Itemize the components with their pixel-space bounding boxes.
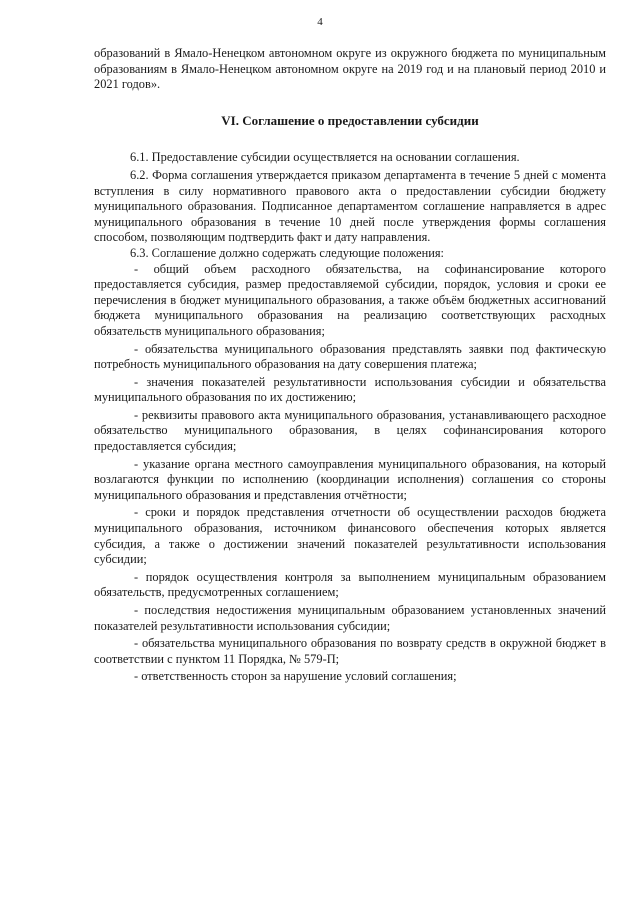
- list-item: - сроки и порядок представления отчетности об осуществлении расходов бюджета муниципального образования, источником финансового обеспечения которых является субсидия, а также о достижении значений показателей результативности использования субсидии;: [94, 505, 606, 567]
- paragraph-6-2: 6.2. Форма соглашения утверждается приказом департамента в течение 5 дней с момента вступления в силу нормативного правового акта о предоставлении субсидии бюджету муниципального образования. Подписанное департаментом соглашение направляется в адрес муниципального образования в течение 10 дней после утверждения формы соглашения способом, позволяющим подтвердить факт и дату направления.: [94, 167, 606, 245]
- list-item: - значения показателей результативности использования субсидии и обязательства муниципального образования по их достижению;: [94, 374, 606, 405]
- section-title: VI. Соглашение о предоставлении субсидии: [221, 112, 479, 128]
- list-item: - указание органа местного самоуправления муниципального образования, на который возлагаются функции по исполнению (координации исполнения) соглашения со стороны муниципального образования и представления отчётности;: [94, 456, 606, 502]
- paragraph-6-3: 6.3. Соглашение должно содержать следующие положения:: [130, 245, 444, 260]
- paragraph-6-1: 6.1. Предоставление субсидии осуществляется на основании соглашения.: [130, 150, 520, 165]
- page-number: 4: [317, 16, 323, 28]
- intro-paragraph: образований в Ямало-Ненецком автономном округе из окружного бюджета по муниципальным образованиям в Ямало-Ненецком автономном округе на 2019 год и на плановый период 2010 и 2021 годов».: [94, 46, 606, 92]
- list-item: - общий объем расходного обязательства, на софинансирование которого предоставляется субсидия, размер предоставляемой субсидии, порядок, условия и сроки ее перечисления в бюджет муниципального образования, а также объём бюджетных ассигнований бюджета муниципального образования на реализацию соответствующих расходных обязательств муниципального образования;: [94, 261, 606, 338]
- list-item: - обязательства муниципального образования по возврату средств в окружной бюджет в соответствии с пунктом 11 Порядка, № 579-П;: [94, 636, 606, 666]
- list-item: - обязательства муниципального образования представлять заявки под фактическую потребность муниципального образования на дату совершения платежа;: [94, 341, 606, 372]
- document-body: [94, 46, 606, 685]
- list-item: - реквизиты правового акта муниципального образования, устанавливающего расходное обязательство муниципального образования, в целях софинансирования которого предоставляется субсидия;: [94, 407, 606, 454]
- list-item: - ответственность сторон за нарушение условий соглашения;: [134, 669, 457, 684]
- list-item: - порядок осуществления контроля за выполнением муниципальным образованием обязательств, предусмотренных соглашением;: [94, 569, 606, 600]
- list-item: - последствия недостижения муниципальным образованием установленных значений показателей результативности использования субсидии;: [94, 603, 606, 633]
